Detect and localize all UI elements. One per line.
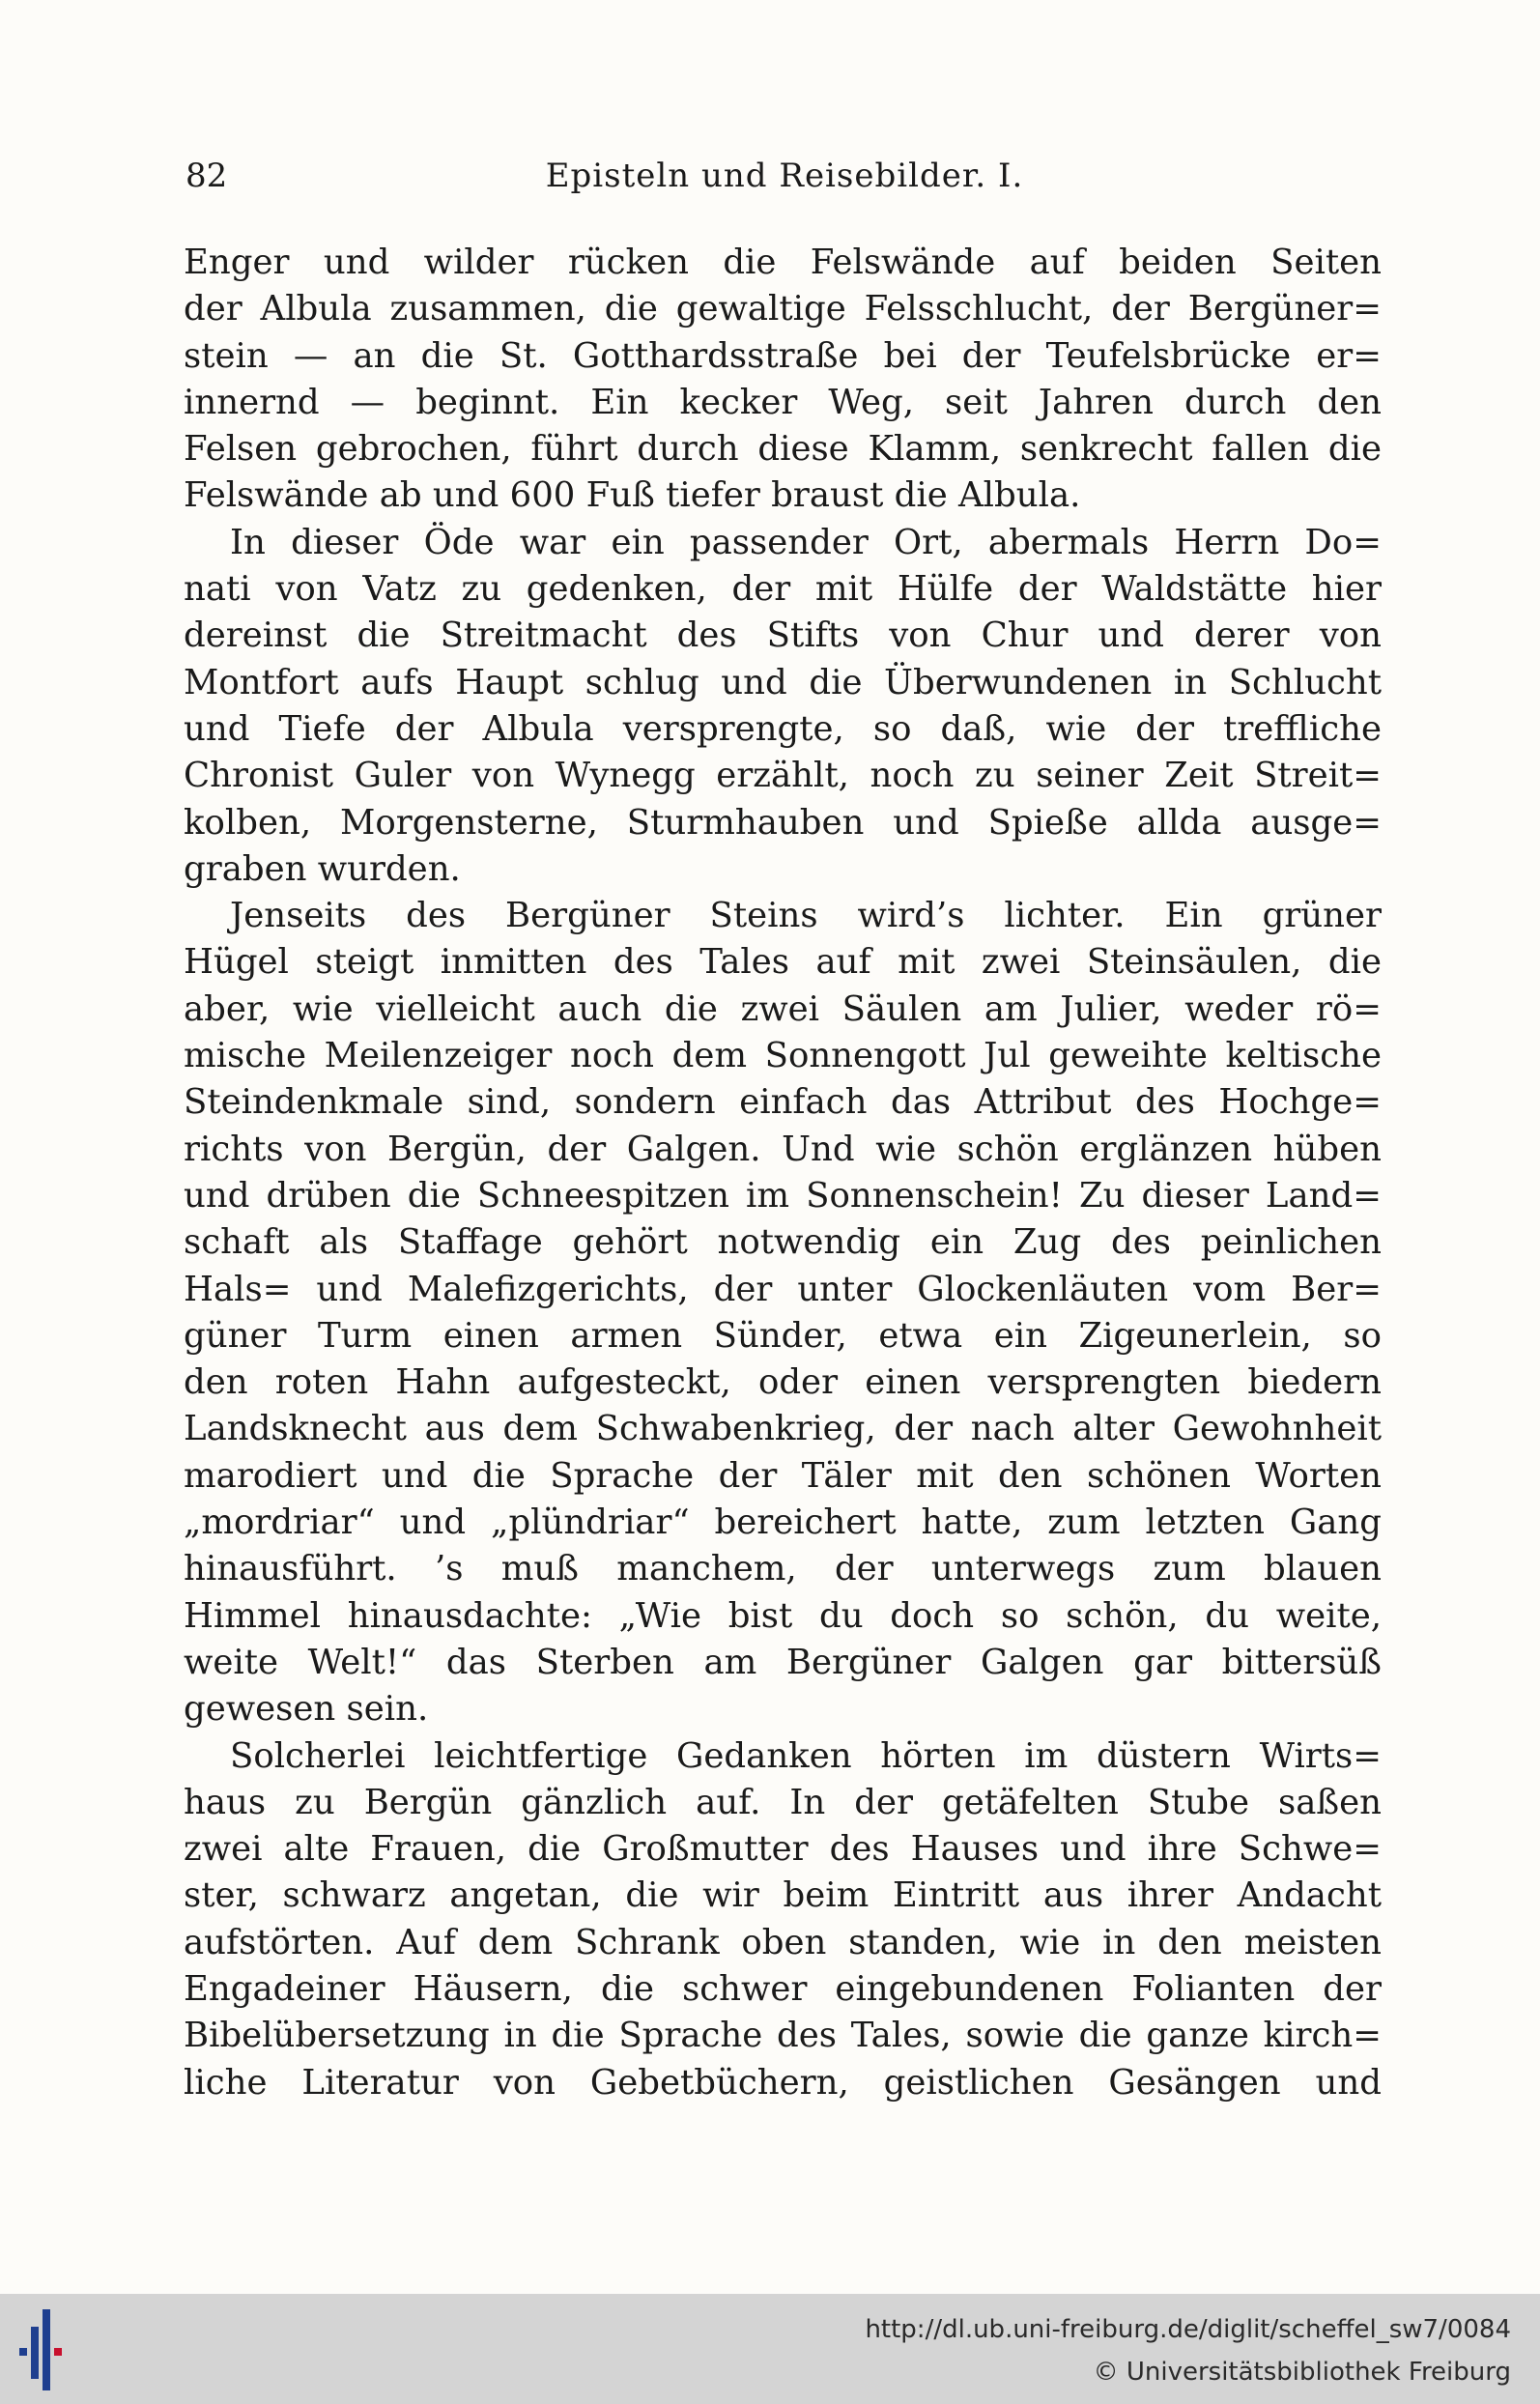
logo-bar-icon bbox=[31, 2327, 39, 2379]
text-line: ster, schwarz angetan, die wir beim Eintritt aus ihrer Andacht bbox=[184, 1875, 1382, 1916]
text-line: hinausführt. ’s muß manchem, der unterwegs zum blauen bbox=[184, 1549, 1382, 1589]
text-line: aufstörten. Auf dem Schrank oben standen, wie in den meisten bbox=[184, 1922, 1382, 1962]
library-logo-icon bbox=[19, 2309, 62, 2390]
text-line: gewesen sein. bbox=[184, 1689, 429, 1730]
text-line: innernd — beginnt. Ein kecker Weg, seit Jahren durch den bbox=[184, 382, 1382, 422]
text-line: den roten Hahn aufgesteckt, oder einen versprengten biedern bbox=[184, 1362, 1382, 1403]
text-line: der Albula zusammen, die gewaltige Felsschlucht, der Bergüner= bbox=[184, 289, 1382, 329]
text-line: güner Turm einen armen Sünder, etwa ein Zigeunerlein, so bbox=[184, 1315, 1382, 1356]
text-line: mische Meilenzeiger noch dem Sonnengott Jul geweihte keltische bbox=[184, 1036, 1382, 1076]
text-line: aber, wie vielleicht auch die zwei Säulen am Julier, weder rö= bbox=[184, 988, 1382, 1029]
text-line: liche Literatur von Gebetbüchern, geistlichen Gesängen und bbox=[184, 2062, 1382, 2103]
text-line: graben wurden. bbox=[184, 848, 461, 889]
page-header bbox=[185, 147, 1383, 205]
text-line: weite Welt!“ das Sterben am Bergüner Galgen gar bittersüß bbox=[184, 1642, 1382, 1682]
text-line: Solcherlei leichtfertige Gedanken hörten im düstern Wirts= bbox=[230, 1735, 1382, 1776]
text-line: Bibelübersetzung in die Sprache des Tales, sowie die ganze kirch= bbox=[184, 2016, 1382, 2056]
text-line: dereinst die Streitmacht des Stifts von Chur und derer von bbox=[184, 615, 1382, 656]
text-line: Hügel steigt inmitten des Tales auf mit zwei Steinsäulen, die bbox=[184, 942, 1382, 983]
page-number: 82 bbox=[185, 157, 228, 195]
text-line: schaft als Staffage gehört notwendig ein Zug des peinlichen bbox=[184, 1222, 1382, 1263]
text-line: „mordriar“ und „plündriar“ bereichert hatte, zum letzten Gang bbox=[184, 1502, 1382, 1543]
text-line: Himmel hinausdachte: „Wie bist du doch so schön, du weite, bbox=[184, 1595, 1382, 1636]
text-line: Chronist Guler von Wynegg erzählt, noch zu seiner Zeit Streit= bbox=[184, 756, 1382, 796]
text-line: richts von Bergün, der Galgen. Und wie schön erglänzen hüben bbox=[184, 1129, 1382, 1169]
text-line: marodiert und die Sprache der Täler mit den schönen Worten bbox=[184, 1455, 1382, 1496]
text-line: kolben, Morgensterne, Sturmhauben und Spieße allda ausge= bbox=[184, 802, 1382, 843]
logo-bar-icon bbox=[19, 2348, 27, 2356]
text-line: zwei alte Frauen, die Großmutter des Hauses und ihre Schwe= bbox=[184, 1829, 1382, 1870]
text-line: Jenseits des Bergüner Steins wird’s lichter. Ein grüner bbox=[230, 896, 1382, 936]
body-text bbox=[184, 240, 1382, 2106]
text-line: haus zu Bergün gänzlich auf. In der getäfelten Stube saßen bbox=[184, 1782, 1382, 1822]
text-line: Landsknecht aus dem Schwabenkrieg, der nach alter Gewohnheit bbox=[184, 1409, 1382, 1449]
footer-bar bbox=[0, 2294, 1540, 2404]
text-line: In dieser Öde war ein passender Ort, abermals Herrn Do= bbox=[230, 522, 1382, 562]
copyright-notice: © Universitätsbibliothek Freiburg bbox=[1093, 2358, 1511, 2387]
logo-bar-icon bbox=[54, 2348, 62, 2356]
text-line: nati von Vatz zu gedenken, der mit Hülfe der Waldstätte hier bbox=[184, 569, 1382, 610]
text-line: Engadeiner Häusern, die schwer eingebundenen Folianten der bbox=[184, 1968, 1382, 2009]
text-line: Felswände ab und 600 Fuß tiefer braust die Albula. bbox=[184, 475, 1081, 516]
text-line: Felsen gebrochen, führt durch diese Klamm, senkrecht fallen die bbox=[184, 429, 1382, 470]
text-line: stein — an die St. Gotthardsstraße bei der Teufelsbrücke er= bbox=[184, 335, 1382, 376]
text-line: Montfort aufs Haupt schlug und die Überwundenen in Schlucht bbox=[184, 662, 1382, 702]
text-line: Enger und wilder rücken die Felswände auf beiden Seiten bbox=[184, 243, 1382, 282]
logo-bar-icon bbox=[43, 2309, 50, 2390]
permalink-url[interactable]: http://dl.ub.uni-freiburg.de/diglit/scheffel_sw7/0084 bbox=[865, 2315, 1511, 2344]
running-title: Episteln und Reisebilder. I. bbox=[545, 157, 1024, 195]
text-line: und Tiefe der Albula versprengte, so daß, wie der treffliche bbox=[184, 708, 1382, 749]
text-line: und drüben die Schneespitzen im Sonnenschein! Zu dieser Land= bbox=[184, 1175, 1382, 1216]
text-line: Hals= und Malefizgerichts, der unter Glockenläuten vom Ber= bbox=[184, 1269, 1382, 1309]
text-line: Steindenkmale sind, sondern einfach das Attribut des Hochge= bbox=[184, 1082, 1382, 1123]
